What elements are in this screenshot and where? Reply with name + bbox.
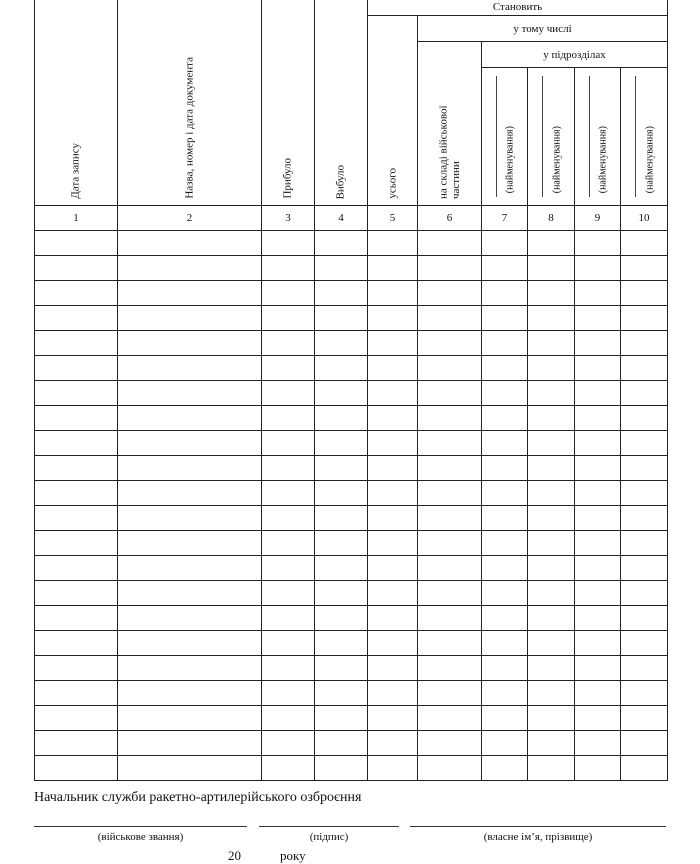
blank-cell: [35, 581, 118, 606]
blank-cell: [368, 281, 418, 306]
blank-rows: [35, 231, 668, 781]
blank-cell: [368, 531, 418, 556]
blank-cell: [575, 281, 621, 306]
table-row: [35, 556, 668, 581]
blank-cell: [621, 531, 668, 556]
blank-cell: [418, 331, 482, 356]
blank-cell: [118, 631, 262, 656]
blank-cell: [528, 456, 575, 481]
header-total: усього: [368, 16, 418, 206]
header-date-record: Дата запису: [35, 0, 118, 206]
blank-cell: [575, 231, 621, 256]
table-row: [35, 506, 668, 531]
date-year-suffix: року: [280, 848, 306, 863]
blank-cell: [368, 506, 418, 531]
blank-cell: [368, 606, 418, 631]
blank-cell: [118, 306, 262, 331]
blank-cell: [621, 681, 668, 706]
blank-cell: [35, 481, 118, 506]
blank-cell: [118, 656, 262, 681]
header-in-warehouse: на складі військової частини: [418, 42, 482, 206]
blank-cell: [315, 506, 368, 531]
table-row: [35, 756, 668, 781]
name-line: [410, 826, 666, 827]
table-row: [35, 631, 668, 656]
blank-cell: [528, 231, 575, 256]
blank-cell: [262, 756, 315, 781]
blank-cell: [418, 656, 482, 681]
blank-cell: [482, 431, 528, 456]
blank-cell: [528, 531, 575, 556]
date-year-prefix: 20: [228, 848, 241, 863]
blank-cell: [262, 681, 315, 706]
blank-cell: [35, 306, 118, 331]
header-including: у тому числі: [418, 16, 668, 42]
blank-cell: [118, 431, 262, 456]
blank-cell: [482, 656, 528, 681]
blank-cell: [262, 631, 315, 656]
blank-cell: [621, 456, 668, 481]
blank-cell: [262, 331, 315, 356]
blank-cell: [35, 331, 118, 356]
blank-cell: [418, 456, 482, 481]
blank-cell: [368, 631, 418, 656]
blank-cell: [575, 656, 621, 681]
blank-cell: [368, 306, 418, 331]
table-row: [35, 731, 668, 756]
table-row: [35, 431, 668, 456]
blank-cell: [418, 756, 482, 781]
blank-cell: [418, 556, 482, 581]
blank-cell: [118, 406, 262, 431]
column-number: 2: [118, 206, 262, 231]
blank-cell: [118, 481, 262, 506]
blank-cell: [418, 481, 482, 506]
blank-cell: [368, 656, 418, 681]
blank-cell: [35, 381, 118, 406]
blank-cell: [262, 306, 315, 331]
blank-cell: [118, 531, 262, 556]
column-number: 9: [575, 206, 621, 231]
blank-cell: [315, 481, 368, 506]
blank-cell: [482, 356, 528, 381]
blank-cell: [528, 306, 575, 331]
blank-cell: [482, 756, 528, 781]
table-row: [35, 231, 668, 256]
blank-cell: [418, 731, 482, 756]
blank-cell: [482, 506, 528, 531]
blank-cell: [35, 456, 118, 481]
fill-line: [589, 76, 590, 197]
blank-cell: [575, 381, 621, 406]
blank-cell: [482, 256, 528, 281]
name-caption: (власне ім’я, прізвище): [483, 831, 593, 843]
blank-cell: [35, 356, 118, 381]
blank-cell: [528, 656, 575, 681]
blank-cell: [262, 656, 315, 681]
blank-cell: [528, 506, 575, 531]
blank-cell: [35, 656, 118, 681]
blank-cell: [482, 231, 528, 256]
blank-cell: [35, 531, 118, 556]
blank-cell: [575, 356, 621, 381]
blank-cell: [528, 606, 575, 631]
blank-cell: [315, 631, 368, 656]
blank-cell: [575, 506, 621, 531]
blank-cell: [575, 706, 621, 731]
blank-cell: [528, 556, 575, 581]
blank-cell: [575, 331, 621, 356]
blank-cell: [575, 456, 621, 481]
blank-cell: [315, 231, 368, 256]
blank-cell: [315, 431, 368, 456]
blank-cell: [575, 731, 621, 756]
blank-cell: [482, 706, 528, 731]
blank-cell: [621, 706, 668, 731]
blank-cell: [575, 306, 621, 331]
blank-cell: [482, 606, 528, 631]
blank-cell: [118, 756, 262, 781]
header-doc-name: Назва, номер і дата документа: [118, 0, 262, 206]
blank-cell: [482, 456, 528, 481]
fill-line: [542, 76, 543, 197]
blank-cell: [575, 681, 621, 706]
blank-cell: [262, 606, 315, 631]
table-row: [35, 531, 668, 556]
blank-cell: [262, 706, 315, 731]
blank-cell: [621, 256, 668, 281]
blank-cell: [118, 731, 262, 756]
blank-cell: [118, 606, 262, 631]
blank-cell: [35, 606, 118, 631]
blank-cell: [418, 306, 482, 331]
blank-cell: [528, 256, 575, 281]
blank-cell: [118, 506, 262, 531]
header-subdivision-3: (найменування): [575, 68, 621, 206]
blank-cell: [368, 581, 418, 606]
blank-cell: [315, 306, 368, 331]
signature-line: [259, 826, 399, 827]
column-number: 7: [482, 206, 528, 231]
blank-cell: [482, 556, 528, 581]
blank-cell: [482, 631, 528, 656]
blank-cell: [621, 556, 668, 581]
blank-cell: [262, 481, 315, 506]
blank-cell: [368, 256, 418, 281]
blank-cell: [575, 756, 621, 781]
blank-cell: [315, 731, 368, 756]
blank-cell: [35, 681, 118, 706]
column-number: 10: [621, 206, 668, 231]
blank-cell: [368, 381, 418, 406]
header-subdivision-1: (найменування): [482, 68, 528, 206]
table-row: [35, 481, 668, 506]
signature-caption: (підпис): [309, 831, 349, 843]
blank-cell: [35, 406, 118, 431]
blank-cell: [528, 706, 575, 731]
blank-cell: [621, 631, 668, 656]
table-row: [35, 456, 668, 481]
blank-cell: [621, 606, 668, 631]
blank-cell: [482, 381, 528, 406]
blank-cell: [418, 506, 482, 531]
header-departed: Вибуло: [315, 0, 368, 206]
header-stands: Становить: [368, 0, 668, 16]
blank-cell: [118, 281, 262, 306]
blank-cell: [118, 706, 262, 731]
column-number: 6: [418, 206, 482, 231]
blank-cell: [482, 531, 528, 556]
blank-cell: [528, 581, 575, 606]
signoff-title: Начальник служби ракетно-артилерійського озброєння: [34, 790, 362, 805]
blank-cell: [621, 581, 668, 606]
blank-cell: [575, 531, 621, 556]
blank-cell: [621, 406, 668, 431]
blank-cell: [528, 281, 575, 306]
blank-cell: [621, 306, 668, 331]
blank-cell: [621, 356, 668, 381]
blank-cell: [262, 456, 315, 481]
blank-cell: [621, 331, 668, 356]
blank-cell: [418, 381, 482, 406]
blank-cell: [262, 431, 315, 456]
column-number: 8: [528, 206, 575, 231]
ledger-table: [34, 0, 668, 781]
blank-cell: [118, 681, 262, 706]
blank-cell: [621, 756, 668, 781]
blank-cell: [262, 506, 315, 531]
blank-cell: [315, 381, 368, 406]
blank-cell: [35, 256, 118, 281]
blank-cell: [368, 331, 418, 356]
blank-cell: [315, 706, 368, 731]
blank-cell: [35, 231, 118, 256]
blank-cell: [418, 281, 482, 306]
fill-line: [635, 76, 636, 197]
blank-cell: [118, 581, 262, 606]
blank-cell: [528, 381, 575, 406]
blank-cell: [315, 656, 368, 681]
blank-cell: [368, 456, 418, 481]
blank-cell: [35, 281, 118, 306]
blank-cell: [368, 481, 418, 506]
blank-cell: [315, 256, 368, 281]
blank-cell: [315, 681, 368, 706]
header-subdivision-2: (найменування): [528, 68, 575, 206]
blank-cell: [482, 306, 528, 331]
blank-cell: [482, 481, 528, 506]
blank-cell: [315, 281, 368, 306]
blank-cell: [35, 756, 118, 781]
blank-cell: [575, 581, 621, 606]
blank-cell: [418, 631, 482, 656]
blank-cell: [482, 681, 528, 706]
blank-cell: [621, 431, 668, 456]
blank-cell: [368, 706, 418, 731]
blank-cell: [118, 381, 262, 406]
blank-cell: [35, 431, 118, 456]
blank-cell: [35, 506, 118, 531]
blank-cell: [528, 356, 575, 381]
header-subdivision-4: (найменування): [621, 68, 668, 206]
blank-cell: [118, 256, 262, 281]
blank-cell: [118, 231, 262, 256]
blank-cell: [528, 631, 575, 656]
table-row: [35, 381, 668, 406]
blank-cell: [315, 581, 368, 606]
blank-cell: [315, 456, 368, 481]
blank-cell: [575, 481, 621, 506]
blank-cell: [262, 531, 315, 556]
rank-caption: (військове звання): [97, 831, 184, 843]
blank-cell: [315, 556, 368, 581]
blank-cell: [482, 281, 528, 306]
table-row: [35, 656, 668, 681]
blank-cell: [528, 681, 575, 706]
blank-cell: [418, 406, 482, 431]
blank-cell: [621, 656, 668, 681]
blank-cell: [621, 506, 668, 531]
blank-cell: [621, 731, 668, 756]
table-row: [35, 581, 668, 606]
blank-cell: [528, 406, 575, 431]
blank-cell: [575, 631, 621, 656]
table-row: [35, 331, 668, 356]
table-row: [35, 681, 668, 706]
blank-cell: [482, 581, 528, 606]
blank-cell: [528, 756, 575, 781]
blank-cell: [262, 731, 315, 756]
blank-cell: [368, 681, 418, 706]
blank-cell: [418, 256, 482, 281]
blank-cell: [528, 431, 575, 456]
blank-cell: [262, 406, 315, 431]
blank-cell: [262, 581, 315, 606]
column-number: 5: [368, 206, 418, 231]
blank-cell: [262, 281, 315, 306]
table-row: [35, 706, 668, 731]
blank-cell: [418, 681, 482, 706]
blank-cell: [315, 606, 368, 631]
blank-cell: [118, 556, 262, 581]
blank-cell: [621, 381, 668, 406]
blank-cell: [315, 331, 368, 356]
blank-cell: [621, 231, 668, 256]
blank-cell: [368, 406, 418, 431]
header-arrived: Прибуло: [262, 0, 315, 206]
blank-cell: [575, 406, 621, 431]
header-in-subdivisions: у підрозділах: [482, 42, 668, 68]
blank-cell: [368, 231, 418, 256]
blank-cell: [482, 731, 528, 756]
column-number-row: [35, 206, 668, 231]
fill-line: [496, 76, 497, 197]
blank-cell: [315, 406, 368, 431]
blank-cell: [621, 481, 668, 506]
blank-cell: [575, 606, 621, 631]
blank-cell: [262, 231, 315, 256]
table-row: [35, 306, 668, 331]
blank-cell: [368, 356, 418, 381]
blank-cell: [575, 556, 621, 581]
blank-cell: [482, 406, 528, 431]
table-row: [35, 606, 668, 631]
blank-cell: [35, 556, 118, 581]
blank-cell: [35, 731, 118, 756]
blank-cell: [315, 356, 368, 381]
blank-cell: [482, 331, 528, 356]
blank-cell: [118, 356, 262, 381]
blank-cell: [368, 756, 418, 781]
blank-cell: [315, 756, 368, 781]
blank-cell: [35, 706, 118, 731]
blank-cell: [118, 331, 262, 356]
blank-cell: [575, 256, 621, 281]
blank-cell: [528, 481, 575, 506]
blank-cell: [368, 731, 418, 756]
blank-cell: [418, 356, 482, 381]
blank-cell: [418, 431, 482, 456]
column-number: 1: [35, 206, 118, 231]
blank-cell: [262, 356, 315, 381]
table-row: [35, 356, 668, 381]
table-row: [35, 256, 668, 281]
blank-cell: [575, 431, 621, 456]
rank-line: [34, 826, 247, 827]
blank-cell: [262, 256, 315, 281]
blank-cell: [418, 706, 482, 731]
blank-cell: [418, 581, 482, 606]
blank-cell: [528, 331, 575, 356]
blank-cell: [262, 381, 315, 406]
blank-cell: [418, 231, 482, 256]
blank-cell: [418, 531, 482, 556]
blank-cell: [118, 456, 262, 481]
blank-cell: [528, 731, 575, 756]
blank-cell: [262, 556, 315, 581]
blank-cell: [621, 281, 668, 306]
blank-cell: [35, 631, 118, 656]
column-number: 4: [315, 206, 368, 231]
blank-cell: [418, 606, 482, 631]
blank-cell: [368, 556, 418, 581]
table-row: [35, 406, 668, 431]
blank-cell: [368, 431, 418, 456]
blank-cell: [315, 531, 368, 556]
table-row: [35, 281, 668, 306]
column-number: 3: [262, 206, 315, 231]
